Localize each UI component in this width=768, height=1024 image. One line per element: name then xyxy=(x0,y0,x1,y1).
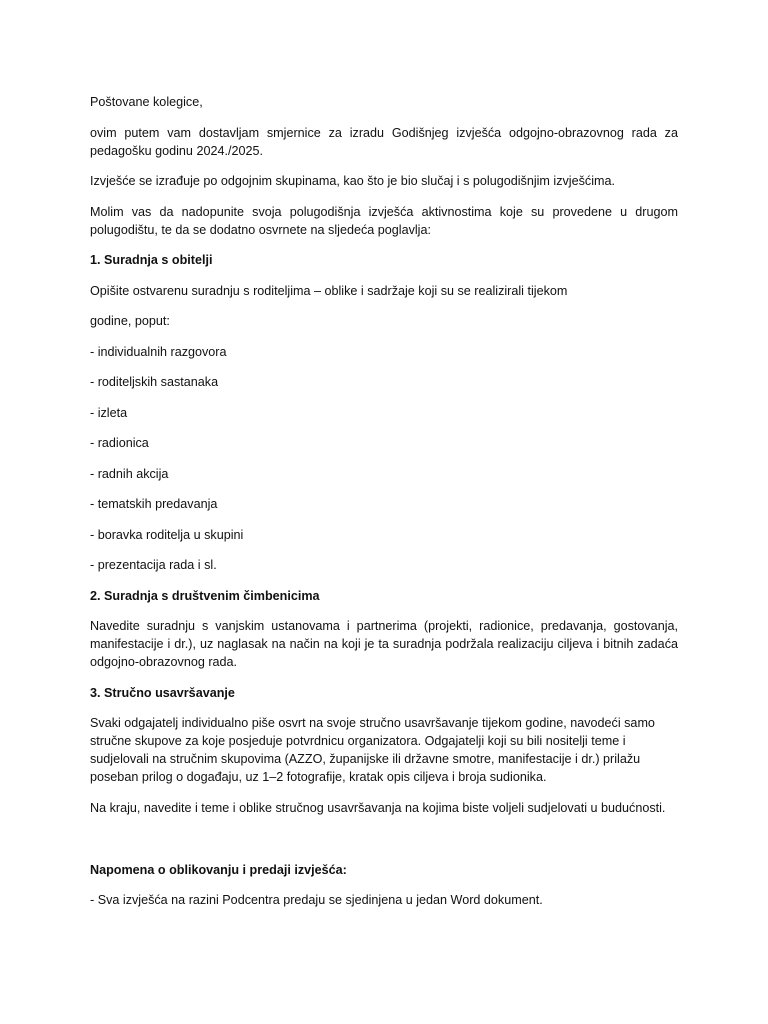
list-item: - izleta xyxy=(90,405,128,420)
section1-text-line2: godine, poput: xyxy=(90,314,170,328)
section3-closing: Na kraju, navedite i teme i oblike stručnog usavršavanja na kojima biste voljeli sudjelovati u budućnosti. xyxy=(90,800,666,815)
section1-heading: 1. Suradnja s obitelji xyxy=(90,253,213,267)
list-item: - boravka roditelja u skupini xyxy=(90,527,244,542)
list-item: - radionica xyxy=(90,436,149,450)
groups-note-paragraph: Izvješće se izrađuje po odgojnim skupinama, kao što je bio slučaj i s polugodišnjim izvješćima. xyxy=(90,174,615,188)
list-item: - roditeljskih sastanaka xyxy=(90,375,219,389)
document-body xyxy=(90,93,678,922)
list-item: - radnih akcija xyxy=(90,466,169,481)
section3-paragraph xyxy=(90,714,678,786)
submission-heading: Napomena o oblikovanju i predaji izvješća: xyxy=(90,862,347,877)
section1-text-line1: Opišite ostvarenu suradnju s roditeljima – oblike i sadržaje koji su se realizirali tijekom xyxy=(90,283,568,298)
greeting: Poštovane kolegice, xyxy=(90,95,203,109)
submission-item: - Sva izvješća na razini Podcentra predaju se sjedinjena u jedan Word dokument. xyxy=(90,893,543,907)
list-item: - individualnih razgovora xyxy=(90,344,227,359)
section3-line: stručne skupove za koje posjeduje potvrdnicu organizatora. Odgajatelji koji su bili nositelji teme i xyxy=(90,734,626,748)
section2-heading: 2. Suradnja s društvenim čimbenicima xyxy=(90,588,320,603)
section3-line: Svaki odgajatelj individualno piše osvrt na svoje stručno usavršavanje tijekom godine, navodeći samo xyxy=(90,716,655,730)
list-item: - prezentacija rada i sl. xyxy=(90,558,217,572)
section3-line: sudjelovali na stručnim skupovima (AZZO, županijske ili državne smotre, manifestacije i dr.) prilažu xyxy=(90,752,641,766)
intro-paragraph: ovim putem vam dostavljam smjernice za izradu Godišnjeg izvješća odgojno-obrazovnog rada za pedagošku godinu 2024./2025. xyxy=(90,125,678,158)
section2-paragraph: Navedite suradnju s vanjskim ustanovama i partnerima (projekti, radionice, predavanja, gostovanja, manifestacije i dr.), uz naglasak na način na koji je ta suradnja podržala realizaciju ciljeva i bitnih zadaća odgojno-obrazovnog rada. xyxy=(90,619,678,669)
list-item: - tematskih predavanja xyxy=(90,497,218,511)
section3-line: poseban prilog o događaju, uz 1–2 fotografije, kratak opis ciljeva i broja sudionika. xyxy=(90,770,547,784)
section3-heading: 3. Stručno usavršavanje xyxy=(90,685,235,700)
request-paragraph: Molim vas da nadopunite svoja polugodišnja izvješća aktivnostima koje su provedene u drugom polugodištu, te da se dodatno osvrnete na sljedeća poglavlja: xyxy=(90,204,678,237)
